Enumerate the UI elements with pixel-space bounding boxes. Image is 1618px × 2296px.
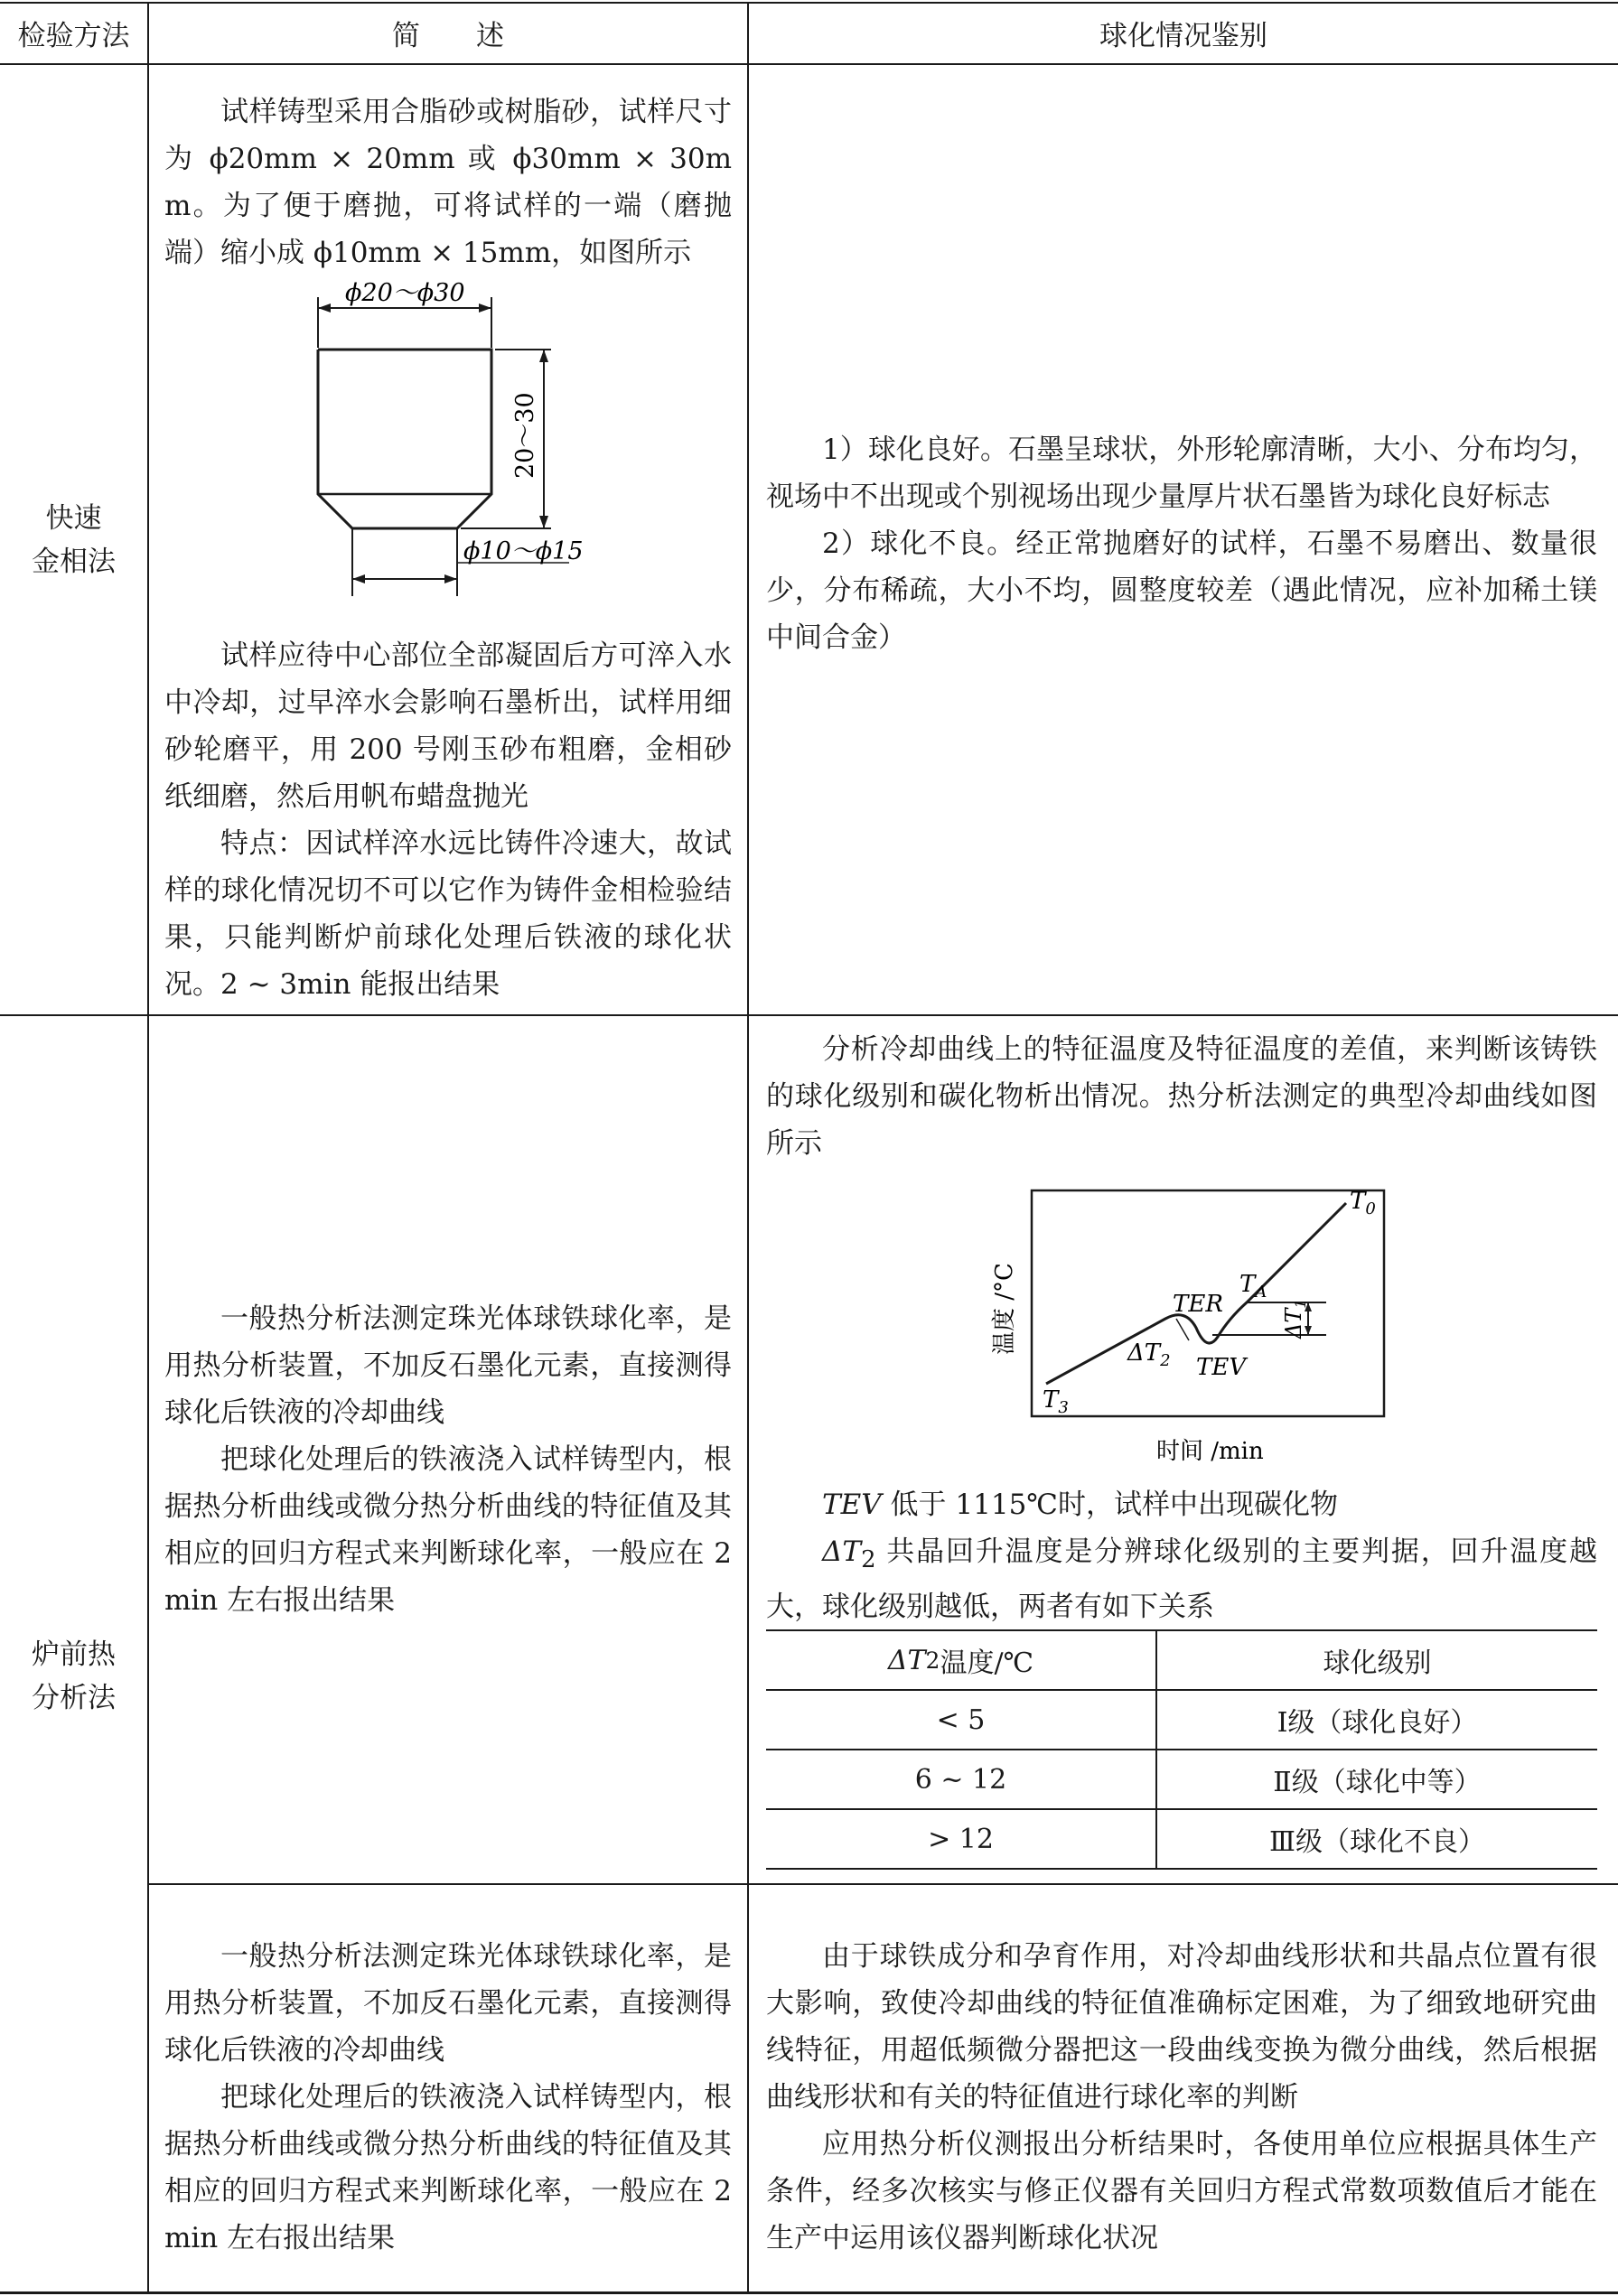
header-description: 简 述 (392, 19, 504, 52)
label-T3: $T_3$ (1043, 1386, 1069, 1417)
inner-table-cell: < 5 (936, 1703, 986, 1736)
label-dT1: $\Delta T_1$ (1281, 1299, 1309, 1339)
row1-identification: 1）球化良好。石墨呈球状，外形轮廓清晰，大小、分布均匀，视场中不出现或个别视场出现少量厚片状石墨皆为球化良好标志 2）球化不良。经正常抛磨好的试样，石墨不易磨出、数量很少，分布稀疏，大小不均，圆整度较差（遇此情况，应补加稀土镁中间合金） (766, 434, 1597, 654)
table-bottom-border (0, 2291, 1618, 2294)
col-divider-1 (147, 2, 149, 2292)
row3-description: 一般热分析法测定珠光体球铁球化率，是用热分析装置，不加反石墨化元素，直接测得球化后铁液的冷却曲线 把球化处理后的铁液浇入试样铸型内，根据热分析曲线或微分热分析曲线的特征值及其相应的回归方程式来判断球化率，一般应在 2min 左右报出结果 (164, 1940, 732, 2254)
inner-table-cell: Ⅱ级（球化中等） (1273, 1767, 1482, 1798)
row2-method: 炉前热 分析法 (32, 1638, 116, 1714)
label-TER: TER (1173, 1291, 1223, 1318)
dim-top-label: ϕ20～ϕ30 (345, 279, 465, 307)
inner-table-cell: Ⅲ级（球化不良） (1269, 1826, 1485, 1858)
inner-table-cell: > 12 (928, 1823, 994, 1855)
row2-ident-intro: 分析冷却曲线上的特征温度及特征温度的差值，来判断该铸铁的球化级别和碳化物析出情况。热分析法测定的典型冷却曲线如图所示 (766, 1033, 1597, 1160)
header-identification: 球化情况鉴别 (1099, 19, 1267, 52)
row1-method: 快速 金相法 (32, 502, 116, 578)
inner-table-cell: 6 ~ 12 (914, 1763, 1007, 1796)
cooling-curve-figure (976, 1183, 1409, 1472)
label-dT2: $\Delta T_2$ (1127, 1339, 1171, 1370)
inner-table-head-right: 球化级别 (1323, 1647, 1432, 1679)
row2-description: 一般热分析法测定珠光体球铁球化率，是用热分析装置，不加反石墨化元素，直接测得球化后铁液的冷却曲线 把球化处理后的铁液浇入试样铸型内，根据热分析曲线或微分热分析曲线的特征值及其相应的回归方程式来判断球化率，一般应在 2min 左右报出结果 (164, 1302, 732, 1617)
row1-desc-top: 试样铸型采用合脂砂或树脂砂，试样尺寸为 ϕ20mm × 20mm 或 ϕ30mm × 30mm。为了便于磨抛，可将试样的一端（磨抛端）缩小成 ϕ10mm × 15mm，如图所示 (164, 96, 732, 269)
sample-drawing (271, 275, 632, 610)
label-TEV: TEV (1196, 1354, 1247, 1381)
col-divider-2 (747, 2, 749, 2292)
row2-tev-note: TEV 低于 1115℃时，试样中出现碳化物 $\Delta T_2$ 共晶回升温度是分辨球化级别的主要判据，回升温度越大，球化级别越低，两者有如下关系 (766, 1489, 1597, 1624)
row2-bottom-border (149, 1883, 1618, 1885)
row1-bottom-border (0, 1014, 1618, 1016)
inner-table-cell: Ⅰ级（球化良好） (1277, 1707, 1478, 1739)
header-method: 检验方法 (17, 19, 130, 52)
chart-ylabel: 温度 /°C (991, 1263, 1018, 1355)
inner-table-head-left: ΔT 2 温度/℃ (887, 1644, 1034, 1679)
chart-xlabel: 时间 /min (1156, 1438, 1264, 1465)
row1-desc-bottom: 试样应待中心部位全部凝固后方可淬入水中冷却，过早淬水会影响石墨析出，试样用细砂轮磨平，用 200 号刚玉砂布粗磨，金相砂纸细磨，然后用帆布蜡盘抛光 特点：因试样淬水远比铸件冷速大，故试样的球化情况切不可以它作为铸件金相检验结果，只能判断炉前球化处理后铁液的球化状况。2 ~ 3min 能报出结果 (164, 639, 732, 1001)
label-TA: $T_A$ (1239, 1271, 1267, 1302)
dim-bottom-label: ϕ10～ϕ15 (463, 537, 584, 565)
label-T0: $T_0$ (1350, 1188, 1376, 1218)
row3-identification: 由于球铁成分和孕育作用，对冷却曲线形状和共晶点位置有很大影响，致使冷却曲线的特征值准确标定困难，为了细致地研究曲线特征，用超低频微分器把这一段曲线变换为微分曲线，然后根据曲线形状和有关的特征值进行球化率的判断 应用热分析仪测报出分析结果时，各使用单位应根据具体生产条件，经多次核实与修正仪器有关回归方程式常数项数值后才能在生产中运用该仪器判断球化状况 (766, 1940, 1597, 2254)
dim-side-label: 20～30 (511, 392, 539, 479)
